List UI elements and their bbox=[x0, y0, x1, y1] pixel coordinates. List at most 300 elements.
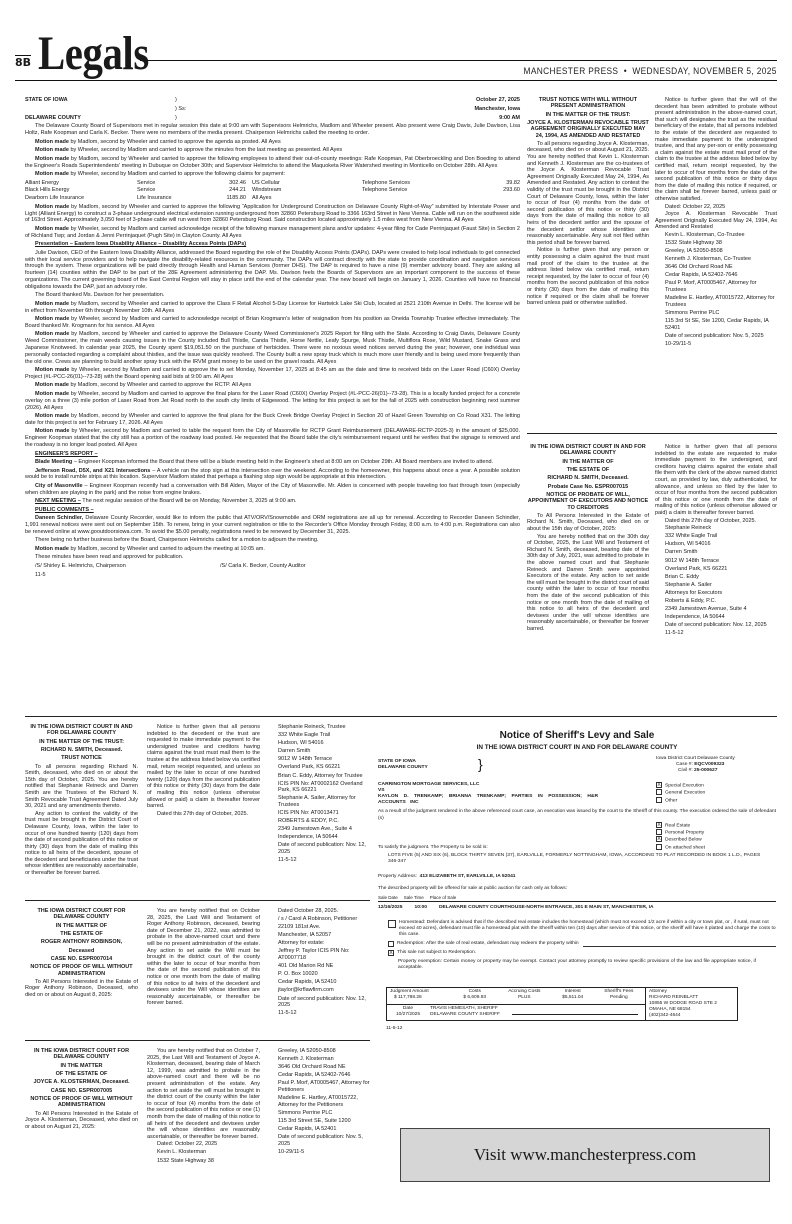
motion-11 bbox=[25, 382, 520, 389]
redemption-option[interactable] bbox=[378, 941, 776, 947]
claim-type: Life Insurance bbox=[137, 194, 172, 201]
smith-probate-notice bbox=[527, 444, 649, 634]
divider bbox=[25, 900, 370, 901]
notice-subheading: OF THE ESTATE OF bbox=[55, 1070, 108, 1077]
notice-heading: IN THE IOWA DISTRICT COURT FOR DELAWARE COUNTY bbox=[33, 1048, 130, 1061]
costs: $ 6,609.93 bbox=[463, 995, 487, 1001]
motion-7 bbox=[25, 301, 520, 315]
publication-code: 11-5 bbox=[35, 571, 46, 578]
item-label: Jefferson Road, D5X, and X21 Intersections bbox=[35, 467, 151, 474]
address-line: Stephanie A. Sailer, Attorney for Trustees bbox=[278, 795, 356, 808]
chair-signature: /S/ Shirley E. Helmrichs, Chairperson bbox=[35, 562, 126, 569]
daneen-item bbox=[25, 515, 520, 535]
auction-text: The described property will be offered for sale at public auction for cash only as follows: bbox=[378, 885, 568, 891]
checkbox-icon: X bbox=[657, 836, 661, 843]
header-cell: Place of Sale bbox=[429, 894, 457, 900]
claim-amount: 1185.80 bbox=[226, 194, 246, 201]
motion-text: by Madlom, second by Wheeler and carried to approve the Delaware County Weed Commissioner's 2025 Report for filing with the State. According to Craig Davis, Delaware County Weed Commissioner, the main weeds causing issues in the County included Bull Thistle, Canda Thistle, Horse Nettle, Leafy Spurge, Musk Thistle, Multiflora Rose, Wild Mustard, Snake Grass and Japanese Knotweed. In calendar year 2025, the County spent $19,051.50 on the purchase of herbicides. There were no noxious weed notices served during the year; however, one individual was personally contacted regarding a complaint about thistles, and the issue was quickly resolved. The County built a new spray truck which is much more user friendly and is being used more frequently than the old one. Crews are planning to build another spray truck with the IRVM grant money to be used on the gravel roads. All Ayes bbox=[25, 331, 520, 365]
spacer bbox=[25, 106, 175, 113]
address-line: 22109 181st Ave. bbox=[278, 924, 321, 931]
attorney-city: OMAHA, NE 68154 bbox=[649, 1007, 691, 1013]
publication-info bbox=[524, 66, 777, 78]
address-line: 9012 W 148th Terrace bbox=[665, 557, 720, 564]
notice-paragraph: Notice is further given that the will of the decedent has been admitted to probate without present administration in the above-named court, that such will designates the trust as the residual beneficiary of the estate, that all persons indebted to the estate of the decedent are requested to make immediate payment to the undersigned trustee, and that any per-son or entity possessing a claim against the estate must mail proof of the claim to the trustee at the address listed below by certified mail, return receipt requested, by the later to occur of four months from the date of the second publication of this notice or thirty days from the date of mailing this notice if required, or the claim shall be forever barred, unless paid or otherwise satisfied. bbox=[655, 97, 777, 202]
result-text: As a result of the judgment rendered in the above referenced court case, an execution was issued by the court to the Sheriff of this county. The execution ordered the sale of defendant (s) bbox=[378, 809, 776, 821]
checkbox-icon: X bbox=[657, 781, 661, 788]
motion-label: Motion made bbox=[35, 147, 69, 154]
notice-subheading: IN THE MATTER OF THE TRUST: bbox=[39, 738, 124, 745]
claim-row bbox=[25, 187, 520, 194]
claims-table bbox=[25, 180, 520, 202]
motion-text: by Madlom, second by Wheeler and carried to approve the final plans for the Buck Creek Bridge Overlay Project in Section 20 of Hazel Green Township on Co Road X31. The letting date for this project is set for February 17, 2026. All Ayes bbox=[25, 413, 520, 426]
notice-title: NOTICE OF PROBATE OF WILL, APPOINTMENT OF EXECUTORS AND NOTICE TO CREDITORS bbox=[527, 491, 649, 511]
dated-line: Dated October 28, 2025. bbox=[278, 908, 339, 914]
address-line: ICIS PIN No: AT0002162 Overland Park, KS 66221 bbox=[278, 780, 363, 794]
case-number: CASE NO. ESPR007014 bbox=[50, 955, 113, 962]
accruing-costs: PLUS bbox=[518, 995, 531, 1001]
option-described-below[interactable] bbox=[656, 836, 776, 843]
ss-row bbox=[25, 106, 520, 113]
notice-heading: TRUST NOTICE WITH WILL WITHOUT PRESENT ADMINISTRATION bbox=[538, 97, 638, 110]
address-line: Simmons Perrine PLC bbox=[278, 1109, 333, 1116]
case-label: Case #: bbox=[676, 761, 693, 767]
dated-line: Dated this 27th day of October, 2025. bbox=[157, 810, 249, 817]
publication-date-line: Date of second publication: Nov. 5, 2025 bbox=[278, 1134, 363, 1147]
address-line: Cedar Rapids, IA 52401 bbox=[278, 1125, 337, 1132]
signature-date: 10/27/2025 bbox=[395, 1011, 420, 1017]
blade-item bbox=[25, 459, 520, 466]
item-text: – Engineer Koopman recently had a conversation with Bill Alden, Mayor of the City of Masonville. Mr. Alden is concerned with people traveling too fast through town (especially when children are playing in the park) and the noise from engine brakes. bbox=[25, 482, 520, 496]
motion-text: by Madlom, second by Wheeler and carried to approve the RCTP. All Ayes bbox=[68, 382, 252, 389]
address-label: Property Address: bbox=[378, 873, 417, 879]
motion-15 bbox=[25, 546, 520, 553]
motion-text: by Wheeler, second by Madlom and carried to approve the final plans for the Laser Road (C60X) Overlay Project (#L-PCC-26(01)--73-28). This is a locally funded project for a concrete overlay on a three (3) mile portion of Laser Road from Jet Road north to the south city limits of Edgewood. The letting for this project is set for the fall of 2025 with construction beginning next summer (2026). All Ayes bbox=[25, 390, 520, 411]
motion-9 bbox=[25, 331, 520, 365]
separator-dot: • bbox=[623, 66, 628, 77]
signatures bbox=[25, 563, 520, 570]
item-text: Delaware County Recorder, would like to inform the public that ATV/ORV/Snowmobile and ORM registrations are all up for renewal. According to Recorder Daneen Schindler, 1,991 renewal notices were sent out on September 15th. To renew, bring in your current registration or title to the Recorder's Office Monday through Friday, 8:00 a.m. to 4:00 p.m. Registrations can also be renewed online at www.gooutdoorsiowa.com. To avoid the $5.00 penalty, registrations need to be renewed by December 31, 2025. bbox=[25, 515, 520, 535]
address-line: Overland Park, KS 66221 bbox=[665, 565, 728, 572]
header-cell: Sale Date bbox=[378, 894, 398, 900]
option-other[interactable] bbox=[656, 797, 776, 804]
masonville-item bbox=[25, 483, 520, 497]
motion-label: Motion made bbox=[35, 203, 70, 210]
address-line: Brian C. Eddy, Attorney for Trustee bbox=[278, 772, 363, 779]
claim-vendor: US Cellular bbox=[252, 179, 280, 186]
robinson-signatures bbox=[268, 908, 373, 1018]
interest: $5,511.04 bbox=[562, 995, 584, 1001]
auditor-signature: /S/ Carla K. Becker, County Auditor bbox=[220, 562, 306, 569]
court-label: Iowa District Court Delaware County bbox=[656, 755, 735, 761]
cell bbox=[593, 988, 646, 1004]
satisfy-text: To satisfy the judgment. The Property to be sold is: bbox=[378, 845, 488, 851]
notice-paragraph: To all persons regarding Richard N. Smith, deceased, who died on or about the 15th day of October, 2025. You are hereby notified that Stephanie Reineck and Darren Smith are the Trustees of the Richard N. Smith Revocable Trust Agreement Dated July 30, 2021 and any amendments thereto. bbox=[25, 763, 138, 810]
heading-text: Presentation – Eastern Iowa Disability Alliance – Disability Access Points (DAPs) bbox=[35, 241, 247, 248]
motion-label: Motion made bbox=[35, 171, 69, 178]
address-line: Hudson, WI 54016 bbox=[665, 541, 711, 548]
address-line: Simmons Perrine PLC bbox=[665, 309, 720, 316]
paren: ) bbox=[175, 97, 177, 103]
motion-label: Motion made bbox=[35, 138, 69, 145]
address-line: Independence, IA 50644 bbox=[278, 834, 338, 841]
case-number: EQCV009323 bbox=[694, 761, 725, 767]
website-promo-banner[interactable] bbox=[400, 1128, 770, 1182]
motion-label: Motion made bbox=[35, 382, 69, 389]
claim-amount: 302.46 bbox=[229, 179, 246, 186]
meeting-place: Manchester, Iowa bbox=[474, 105, 520, 112]
dated-line: Dated: October 22, 2025 bbox=[665, 203, 726, 210]
notice-paragraph: Any action to contest the validity of the trust must be brought in the District Court of Delaware County, Iowa, within the later to occur of one hundred twenty (120) days from the date of second publication of this notice or thirty (30) days from the date of mailing this notice to all heirs of the decedent, spouse of the decedent and beneficiaries under the trust whose identities are reasonably ascertainable, or thereafter be forever barred. bbox=[25, 810, 138, 877]
sheriff-block bbox=[426, 1006, 500, 1018]
option-label: Special Execution bbox=[665, 783, 704, 789]
klosterman-will-signatures bbox=[268, 1048, 373, 1157]
motion-text: by Wheeler, second by Madlom and carried acknowledge receipt of the following manure management plans and/or updates: 4-year filing for Cade Perrinjaquet (Faust Site) in Section 2 of Richland Twp; and Jordan & Jenni Perrinjaquet (Pugh Site) in Clayton County. All Ayes bbox=[25, 225, 520, 239]
property-address: 413 ELIZABETH ST, EARLVILLE, IA 52041 bbox=[419, 873, 516, 879]
attorney-address: 10855 W DODGE ROAD STE 2 bbox=[649, 1001, 717, 1007]
decedent-name: RICHARD N. SMITH, Deceased. bbox=[40, 746, 123, 753]
address-line: Stephanie Reineck, Trustee bbox=[278, 724, 346, 730]
address-line: 115 3rd St SE, Ste 1200, Cedar Rapids, IA 52401 bbox=[665, 317, 769, 331]
motion-text: by Wheeler, second by Madlom and carried to approve the minutes from the last meeting as presented. All Ayes bbox=[68, 147, 343, 154]
parties bbox=[378, 782, 598, 807]
sale-date: 12/16/2025 bbox=[378, 905, 403, 911]
item-text: – A vehicle ran the stop sign at this intersection over the weekend. According to the homeowner, this happens about once a year. A possible solution would be to install rumble strips at this location. Supervisor Madlom stated that perhaps a flashing stop sign would be appropriate at this intersection. bbox=[25, 467, 521, 481]
notice-paragraph: To All Persons Interested in the Estate of Roger Anthony Robinson, Deceased, who died on or about on August 8, 2025: bbox=[25, 978, 138, 998]
checkbox-icon bbox=[656, 789, 662, 795]
address-line: ROBERTS & EDDY, P.C. bbox=[278, 818, 339, 825]
motion-label: Motion made bbox=[35, 545, 69, 552]
address-line: / s / Carol A Robinson, Petitioner bbox=[278, 916, 358, 923]
cell bbox=[387, 988, 454, 1004]
motion-14 bbox=[25, 428, 520, 448]
publication-code: 10-29/11-5 bbox=[665, 340, 692, 347]
notice-subheading: IN THE MATTER bbox=[60, 1062, 103, 1069]
klosterman-trust-notice-cont bbox=[655, 97, 777, 349]
address-line: Paul P. Morf, AT0005467, Attorney for Trustees bbox=[665, 280, 757, 294]
motion-label: Motion made bbox=[35, 225, 69, 232]
option-real-estate[interactable] bbox=[656, 822, 776, 829]
motion-text: by Wheeler, second by Madlom and carried to acknowledge receipt of Brian Krogmann's letter of resignation from his position as Oneida Township Trustee effective immediately. The Board thanked Mr. Krogmann for his service. All Ayes bbox=[25, 316, 520, 329]
item-text: The next regular session of the Board will be on Monday, November 3, 2025 at 9:00 am. bbox=[80, 498, 297, 505]
sale-time: 10:00 bbox=[414, 905, 427, 911]
publication-code: 11-5-12 bbox=[386, 1026, 403, 1032]
sheriff-name: TRAVIS HEMESATH, SHERIFF bbox=[430, 1005, 498, 1011]
claim-vendor: Windstream bbox=[252, 187, 282, 194]
address-line: 332 White Eagle Trail bbox=[665, 533, 718, 540]
notice-paragraph: You are hereby notified that on the 30th day of October, 2025, the Last Will and Testament of Richard N. Smith, deceased, bearing date of the 30th day of July, 2021, was admitted to probate in the above named court and that Stephanie Reineck and Darren Smith were appointed Executors of the estate. Any action to set aside the will must be brought in the district court of said county within the later to occur of four months from the date of the second publication of this notice or one month from the date of mailing of this notice to all heirs of the decedent and devisees under the will whose identities are reasonably ascertainable, or thereafter be forever barred. bbox=[527, 533, 649, 632]
smith-trust-notice bbox=[25, 724, 138, 878]
checkbox-icon: X bbox=[657, 821, 661, 828]
signature-block bbox=[390, 1006, 642, 1018]
divider bbox=[527, 433, 777, 434]
heading-text: PUBLIC COMMENTS – bbox=[35, 506, 94, 513]
claim-type: Service bbox=[137, 187, 156, 194]
versus: VS bbox=[378, 788, 385, 793]
item-text: – Engineer Koopman informed the Board that there will be a blade meeting held in the Engineer's shed at 8:00 am on October 29th. All Board members are invited to attend. bbox=[72, 459, 494, 466]
address-line: Madeline E. Hartley, AT0015722, Attorney for the Petitioners bbox=[278, 1095, 358, 1108]
motion-2 bbox=[25, 147, 520, 154]
address-line: Brian C. Eddy bbox=[665, 573, 699, 580]
notice-paragraph: To all persons regarding Joyce A. Klosterman, deceased, who died on or about August 21, 2025. You are hereby notified that Kevin L. Klosterman and Kenneth J. Klosterman are the co-trustees of the Joyce A. Klosterman Revocable Trust Agreement Originally Executed May 24, 1994, As Amended and Restated. Any action to contest the validity of the trust must be brought in the District Court of Delaware County, Iowa, within the later to occur of four (4) months from the date of second publication of this notice or thirty (30) days from the date of mailing this notice to all heirs of the decedent settlor and the spouse of the decedent settlor whose identities are reasonably ascertainable. Any suit not filed within this period shall be forever barred. bbox=[527, 140, 649, 246]
page-number: 8B bbox=[15, 56, 32, 69]
sale-headers bbox=[378, 895, 776, 903]
address-line: 9012 W 148th Terrace bbox=[278, 756, 333, 763]
publication-name: MANCHESTER PRESS bbox=[523, 66, 619, 77]
judgment-amount: $ 117,788.28 bbox=[394, 995, 422, 1001]
publication-date-line: Date of second publication: Nov. 12, 2025 bbox=[278, 995, 366, 1009]
decedent-name: JOYCE A. KLOSTERMAN, Deceased. bbox=[33, 1079, 130, 1086]
notice-heading: IN THE IOWA DISTRICT COURT IN AND FOR DELAWARE COUNTY bbox=[30, 724, 133, 737]
address-line: Jeffrey P. Taylor ICIS PIN No: AT0007718 bbox=[278, 948, 350, 962]
checkbox-icon bbox=[388, 920, 396, 928]
divider bbox=[25, 1040, 370, 1041]
motion-label: Motion made bbox=[35, 300, 70, 307]
case-info bbox=[656, 756, 776, 774]
address-line: Madeline E. Hartley, AT0015722, Attorney for Trustees bbox=[665, 295, 775, 308]
ss-label: ) Ss: bbox=[175, 105, 187, 112]
claim-type: Telephone Service bbox=[362, 187, 408, 194]
address-line: ICIS PIN No: AT0013471 bbox=[278, 810, 339, 817]
option-special-execution[interactable] bbox=[656, 782, 776, 789]
meeting-time: 9:00 AM bbox=[499, 114, 520, 121]
address-line: 3646 Old Orchard Road NE bbox=[665, 264, 733, 271]
header-cell: Interest bbox=[564, 989, 581, 995]
address-line: Hudson, WI 54016 bbox=[278, 740, 324, 747]
notice-subheading: IN THE MATTER OF bbox=[562, 458, 614, 465]
heading-text: NEXT MEETING – bbox=[35, 498, 81, 505]
motion-text: by Madlom, second by Wheeler and carried to approve the following employees to attend their out-of-county meetings: Rafe Koopman, Pat Oberbroeckling and Don Boeding to attend the Engineer's Roads Superintendents' meeting in Dubuque on October 30th; and Supervisor Helmrichs to attend the Maquoketa River Watershed meeting in Monticello on October 28th. All Ayes bbox=[25, 155, 521, 169]
item-label: City of Masonville bbox=[35, 482, 83, 489]
notice-subheading: THE ESTATE OF bbox=[60, 930, 103, 937]
presentation-text: Julie Davison, CEO of the Eastern Iowa Disability Alliance, addressed the Board regarding the role of the Disability Access Points (DAPs). DAPs were created to help local individuals to get connected with their local service providers and to help navigate the disability-related resources in the community. The DAPs will contract directly with the state to provide coordination and navigation services through the system. These organizations will be paid directly through Health and Human Services (former DHS). The DAP is required to have a nine (9) member advisory board. They are asking all fourteen (14) counties within the DAP to be part of the 28E Agreement administering the DAP. Ms. Davison feels the Boards of Supervisors are an important component to the success of these organizations. The current governing board of the East Central Region will stay in place until the end of the calendar year. The new board will begin on January 1, 2026. Counties will have no financial obligations towards the DAP, just an advisory role. bbox=[25, 249, 520, 290]
redemption-blank bbox=[583, 941, 776, 947]
motion-13 bbox=[25, 413, 520, 427]
property-type-row bbox=[378, 822, 776, 852]
motion-8 bbox=[25, 316, 520, 330]
address-line: 2349 Jamestown Avenue, Suite 4 bbox=[665, 606, 747, 613]
checkbox-icon: X bbox=[389, 950, 393, 957]
publication-date: WEDNESDAY, NOVEMBER 5, 2025 bbox=[632, 66, 777, 77]
option-label: On attached sheet bbox=[665, 845, 705, 851]
address-line: Darren Smith bbox=[278, 748, 311, 755]
cell bbox=[553, 988, 593, 1004]
address-line: 332 White Eagle Trail bbox=[278, 732, 331, 739]
motion-label: Motion made bbox=[35, 155, 70, 162]
masthead bbox=[15, 27, 777, 90]
claim-amount: 244.21 bbox=[229, 187, 246, 194]
address-line: Attorney for estate: bbox=[278, 940, 325, 947]
motion-label: Motion made bbox=[35, 331, 70, 338]
address-line: 115 3rd Street SE, Suite 1200 bbox=[278, 1117, 351, 1124]
notice-heading: THE IOWA DISTRICT COURT FOR DELAWARE COUNTY bbox=[37, 908, 126, 921]
notice-title: Notice of Sheriff's Levy and Sale bbox=[499, 730, 655, 741]
notice-paragraph: Notice is further given that all persons indebted to the estate are requested to make immediate payment to the undersigned, and creditors having claims against the estate shall file them with the clerk of the above named district court, as provided by law, duly authenticated, for allowance, and unless so filed by the later to occur of four months from the second publication of this notice or one month from the date of mailing of this notice (unless otherwise allowed or paid) a claim is thereafter forever barred. bbox=[655, 444, 777, 516]
klosterman-will-notice-cont bbox=[147, 1048, 260, 1166]
brace: } bbox=[478, 755, 483, 772]
header-cell: Sheriff's Fees bbox=[604, 989, 634, 995]
publication-date-line: Date of second publication: Nov. 12, 2025 bbox=[665, 622, 767, 629]
address-line: Kevin L. Klosterman bbox=[157, 1149, 207, 1156]
attorney-phone: (402)342-4644 bbox=[649, 1013, 681, 1019]
attorney-cell bbox=[646, 988, 738, 1021]
address-line: Stephanie A. Sailer bbox=[665, 581, 712, 588]
decedent-status: Deceased bbox=[68, 947, 95, 954]
property-type bbox=[656, 822, 776, 852]
notice-paragraph: To All Persons Interested in the Estate of Joyce A. Klosterman, Deceased, who died on or about on August 21, 2025: bbox=[25, 1110, 138, 1130]
notice-paragraph: To All Persons Interested in the Estate of Richard N. Smith, Deceased, who died on or about the 15th day of October, 2025: bbox=[527, 512, 649, 532]
civil-number: 25-000627 bbox=[694, 767, 718, 773]
checkbox-icon bbox=[656, 829, 662, 835]
state-label: STATE OF IOWA bbox=[378, 758, 416, 764]
trust-name-heading: JOYCE A. KLOSTERMAN REVOCABLE TRUST AGREEMENT ORIGINALLY EXECUTED MAY 24, 1994, AS AMENDED AND RESTATED bbox=[527, 119, 649, 139]
notice-subheading: IN THE MATTER OF THE TRUST: bbox=[545, 111, 631, 118]
notice-paragraph: Notice is further given that any person or entity possessing a claim against the trust must mail proof of the claim to the trustee at the address listed below via certified mail, return receipt requested, by the later to occur of four (4) months from the second publication of this notice or thirty (30) days from the date of mailing this notice if required or the claim shall be forever barred unless paid or otherwise satisfied. bbox=[527, 247, 649, 307]
masthead-rule-bottom bbox=[15, 80, 777, 81]
option-text: Redemption: After the sale of real estate, defendant may redeem the property within bbox=[397, 940, 579, 946]
smith-trust-notice-cont bbox=[147, 724, 260, 818]
notice-paragraph: You are hereby notified that on October 7, 2025, the Last Will and Testament of Joyce A. Klosterman, deceased, bearing date of March 12, 1999, was admitted to probate in the above-named court and there will be no present administration of the estate. Any action to set aside the will must be brought in the district court of the county within the later to occur of four (4) months from the date of the second publication of this notice or one (1) month from the date of mailing of this notice to all heirs of the decedent and devisees under the will whose identities are reasonably ascertainable, or thereafter be forever barred. bbox=[147, 1048, 260, 1140]
next-meeting bbox=[25, 498, 520, 505]
address-line: Greeley, IA 52050-8508 bbox=[278, 1048, 336, 1054]
option-personal-property[interactable] bbox=[656, 829, 776, 836]
notice-subheading: IN THE MATTER OF bbox=[55, 922, 108, 929]
header-cell: Sale Time bbox=[403, 894, 424, 900]
motion-text: by Wheeler, second by Madlom and carried to table the request form the City of Masonville for RCTP Grant Reimbursement (DELAWARE-RCTP-2025-3) in the amount of $25,000. Engineer Koopman stated that the city still has a portion of the roadway load posted. He requested that the Board table the city's reimbursement request until he verifies that the signage is removed and the roadway is no longer load posted. All Ayes bbox=[25, 428, 520, 449]
decedent-name: ROGER ANTHONY ROBINSON, bbox=[40, 939, 123, 946]
claim-amount: 39.82 bbox=[506, 179, 520, 186]
publication-code: 11-5-12 bbox=[278, 1010, 297, 1017]
motion-1 bbox=[25, 139, 520, 146]
address-line: 3646 Old Orchard Road NE bbox=[278, 1064, 346, 1071]
case-number: CASE NO. ESPR007005 bbox=[50, 1087, 113, 1094]
address-line: P. O. Box 10020 bbox=[278, 971, 318, 978]
cell bbox=[387, 1004, 646, 1020]
cell bbox=[453, 988, 496, 1004]
claim-row bbox=[25, 180, 520, 187]
publication-date-line: Date of second publication: Nov. 12, 2025 bbox=[278, 842, 366, 855]
publication-code: 11-5-12 bbox=[278, 857, 297, 864]
claim-type: Telephone Services bbox=[362, 179, 411, 186]
sale-row bbox=[378, 902, 776, 919]
jefferson-item bbox=[25, 468, 520, 482]
claim-row bbox=[25, 194, 520, 201]
exemption-text: Property exemption: Certain money or property may be exempt. Contact your attorney promptly to review specific provisions of the law and file appropriate notice, if acceptable. bbox=[398, 959, 756, 971]
judgment-headers bbox=[387, 988, 738, 1004]
board-minutes bbox=[25, 97, 520, 580]
option-attached-sheet[interactable] bbox=[656, 844, 776, 851]
claim-amount bbox=[472, 194, 520, 201]
civil-label: Civil #: bbox=[678, 767, 693, 773]
plaintiff: CARRINGTON MORTGAGE SERVICES, LLC bbox=[378, 781, 480, 787]
claim-type: Service bbox=[137, 179, 156, 186]
divider bbox=[25, 716, 777, 717]
motion-3 bbox=[25, 156, 520, 170]
option-general-execution[interactable] bbox=[656, 789, 776, 796]
trust-signature: Joyce A. Klosterman Revocable Trust Agreement Originally Executed May 24, 1994, As Amended and Restated bbox=[655, 211, 777, 231]
klosterman-will-notice bbox=[25, 1048, 138, 1131]
motion-text: by Madlom, second by Wheeler and carried to approve the Class F Retail Alcohol 5-Day License for Hartwick Lake Ski Club, located at 2521 210th Avenue in Delhi. The license will be in effect from November 6th through November 10th. All Ayes bbox=[25, 300, 520, 314]
claim-type bbox=[362, 194, 472, 201]
address-line: 1532 State Highway 38 bbox=[665, 239, 722, 246]
motion-6 bbox=[25, 226, 520, 240]
claim-vendor: All Ayes bbox=[252, 194, 272, 201]
signature-line bbox=[512, 1006, 638, 1015]
state-row bbox=[25, 97, 520, 104]
promo-text: Visit www.manchesterpress.com bbox=[473, 1145, 697, 1165]
item-label: Blade Meeting bbox=[35, 459, 73, 466]
address-line: Cedar Rapids, IA 52402-7646 bbox=[665, 272, 738, 279]
property-address-row bbox=[378, 874, 776, 880]
header-cell: Judgment Amount bbox=[390, 989, 429, 995]
publication-code: 10-29/11-5 bbox=[278, 1148, 305, 1155]
motion-text: by Wheeler, second by Madlom and carried to approve the following claims for payment: bbox=[68, 171, 286, 178]
motion-label: Motion made bbox=[35, 367, 70, 374]
meeting-date: October 27, 2025 bbox=[475, 97, 520, 103]
motion-10 bbox=[25, 367, 520, 381]
jurisdiction bbox=[378, 756, 483, 774]
defendants: KAYLON D. TRENKAMP; BRIANNA TRENKAMP; PARTIES IN POSSESSION; H&R ACCOUNTS INC bbox=[378, 794, 598, 806]
case-header bbox=[378, 756, 776, 774]
judgment-table bbox=[386, 987, 738, 1021]
address-line: 401 Old Marion Rd NE bbox=[278, 963, 334, 970]
notice-title: NOTICE OF PROOF OF WILL WITHOUT ADMINISTRATION bbox=[30, 1095, 133, 1109]
publication-date-line: Date of second publication: Nov. 5, 2025 bbox=[665, 332, 764, 339]
notice-subheading: THE ESTATE OF bbox=[566, 466, 610, 473]
county-label: DELAWARE COUNTY bbox=[25, 114, 81, 121]
address-line: Cedar Rapids, IA 52402-7646 bbox=[278, 1072, 351, 1079]
checkbox-icon bbox=[388, 941, 394, 947]
option-text: Homestead: Defendant is advised that if the described real estate includes the homestead (which must not exceed 1/2 acre if within a city or town plat, or , if rural, must not exceed 40 acres), defendant must file a homestead plat with the Sheriff within ten (10) days after service of this notice, or the sheriff will have it platted and charge the costs to this case. bbox=[399, 919, 776, 937]
dated-line: Dated: October 22, 2025 bbox=[157, 1141, 218, 1148]
address-line: Greeley, IA 52050-8508 bbox=[665, 248, 723, 255]
address-line: Overland Park, KS 66221 bbox=[278, 764, 341, 771]
option-text: This sale not subject to Redemption. bbox=[397, 950, 477, 956]
paren: ) bbox=[175, 114, 177, 121]
claim-vendor: Alliant Energy bbox=[25, 179, 59, 186]
engineer-heading bbox=[25, 451, 520, 458]
robinson-will-notice bbox=[25, 908, 138, 1000]
sheriff-fees: Pending bbox=[610, 995, 628, 1001]
checkbox-icon bbox=[656, 797, 662, 803]
smith-trust-signatures bbox=[268, 724, 373, 865]
notice-paragraph: Notice is further given that all persons indebted to the decedent or the trust are requested to make immediate payment to the undersigned trustee and creditors having claims against the trust must mail them to the trustee at the address listed below via certified mail, return receipt requested, and unless so mailed by the later to occur of one hundred twenty (120) days from the second publication of this notice or thirty (30) days from the date of mailing this notice (unless otherwise allowed or paid) a claim is thereafter forever barred. bbox=[147, 724, 260, 810]
parties-row bbox=[378, 782, 776, 807]
homestead-option[interactable] bbox=[378, 920, 776, 938]
claim-vendor: Black Hills Energy bbox=[25, 187, 70, 194]
address-line: Paul P. Morf, AT0005467, Attorney for Petitioners bbox=[278, 1080, 370, 1093]
address-line: Manchester, IA 52057 bbox=[278, 932, 332, 939]
legal-description: LOTS FIVE (5) AND SIX (6), BLOCK THIRTY SEVEN (37), EARLVILLE, FORMERLY NOTTINGHAM, IOWA, ACCORDING TO PLAT RECORDED IN BOOK 1 L.D., PAGES 346-347 bbox=[388, 853, 761, 865]
email-line: jtaylor@krflawfirm.com bbox=[278, 987, 334, 994]
case-number: Probate Case No. ESPR007015 bbox=[547, 483, 629, 490]
publication-code: 11-5-12 bbox=[665, 630, 684, 637]
sale-place: DELAWARE COUNTY COURTHOUSE-NORTH ENTRANCE, 301 E MAIN ST, MANCHESTER, IA bbox=[439, 905, 654, 911]
sheriff-office: DELAWARE COUNTY SHERIFF bbox=[430, 1011, 500, 1017]
notice-subtitle: IN THE IOWA DISTRICT COURT IN AND FOR DELAWARE COUNTY bbox=[476, 743, 678, 751]
decedent-name: RICHARD N. SMITH, Deceased. bbox=[547, 475, 629, 482]
motion-label: Motion made bbox=[35, 428, 70, 435]
notice-title: TRUST NOTICE bbox=[61, 755, 102, 762]
motion-label: Motion made bbox=[35, 316, 70, 323]
option-label: General Execution bbox=[665, 790, 706, 796]
motion-label: Motion made bbox=[35, 413, 70, 420]
address-line: Kenneth J. Klosterman bbox=[278, 1056, 334, 1063]
motion-5 bbox=[25, 204, 520, 224]
no-redemption-option[interactable] bbox=[378, 950, 776, 956]
address-line: Kenneth J. Klosterman, Co-Trustee bbox=[665, 256, 752, 263]
address-line: 1532 State Highway 38 bbox=[157, 1157, 214, 1164]
county-label: DELAWARE COUNTY bbox=[378, 764, 428, 770]
